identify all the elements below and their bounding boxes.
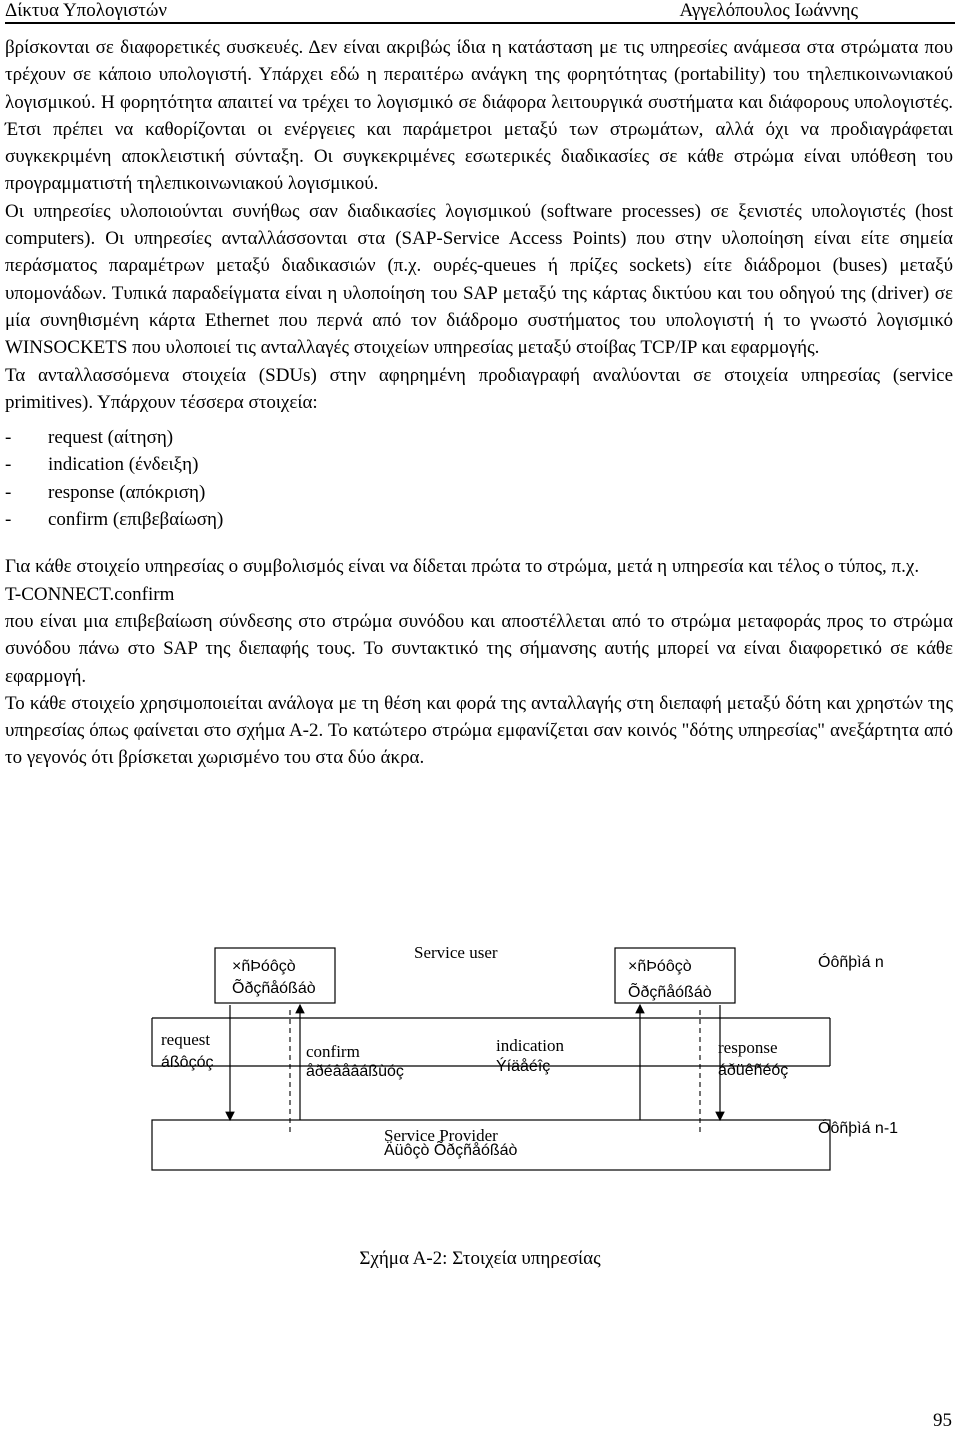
service-provider-label: Service Provider [384, 1126, 498, 1145]
paragraph: Για κάθε στοιχείο υπηρεσίας ο συμβολισμός είναι να δίδεται πρώτα το στρώμα, μετά η υπηρεσία και τέλος ο τύπος, π.χ. [5, 556, 920, 578]
list-dash: - [5, 427, 12, 449]
header-rule [5, 22, 955, 24]
paragraph: βρίσκονται σε διαφορετικές συσκευές. Δεν είναι ακριβώς ίδια η κατάσταση με τις υπηρεσίες ανάμεσα στα στρώματα που τρέχουν σε κάποιο υπολογιστή. Υπάρχει εδώ η περαιτέρω ανάγκη της φορητότητας (portability) του τηλεπικοινωνιακού λογισμικού. Η φορητότητα απαιτεί να τρέχει το λογισμικό σε διάφορα λειτουργικά συστήματα και διάφορους υπολογιστές. Έτσι πρέπει να καθορίζονται οι ενέργειες και παράμετροι μεταξύ των στρωμάτων, αλλά όχι να προδιαγράφεται συγκεκριμένη αποκλειστική σύνταξη. Οι συγκεκριμένες εσωτερικές διαδικασίες σε κάθε στρώμα είναι υπόθεση του προγραμματιστή τηλεπικοινωνιακού λογισμικού. [5, 37, 953, 195]
paragraph: Οι υπηρεσίες υλοποιούνται συνήθως σαν διαδικασίες λογισμικού (software processes) σε ξενιστές υπολογιστές (host computers). Οι υπηρεσίες ανταλλάσσονται στα (SAP-Service Access Points) που στην υλοποίηση είναι είτε σημεία περάσματος παραμέτρων μεταξύ διαδικασιών (π.χ. ουρές-queues ή πρίζες sockets) είτε διάδρομοι (buses) μεταξύ υπομονάδων. Τυπικά παραδείγματα είναι η υλοποίηση του SAP μεταξύ της κάρτας δικτύου και του οδηγού της (driver) σε μία συνηθισμένη κάρτα Ethernet που περνά από τον διάδρομο συστήματος του υπολογιστή ή το γνωστό λογισμικό WINSOCKETS που υλοποιεί τις ανταλλαγές στοιχείων υπηρεσίας μεταξύ στοίβας TCP/IP και εφαρμογής. [5, 200, 953, 359]
document-body [5, 34, 953, 772]
list-item-text: response (απόκριση) [48, 481, 206, 503]
page-header [0, 0, 960, 26]
service-provider-greek-label: Äüôçò Õðçñåóßáò [384, 1142, 518, 1159]
response-label: response [718, 1038, 778, 1057]
header-author: Αγγελόπουλος Ιωάννης [679, 0, 858, 21]
service-primitives-figure [0, 940, 960, 1190]
user-right-label-2: Õðçñåóßáò [628, 984, 712, 1001]
list-dash: - [5, 454, 12, 476]
layer-n1-label: Óôñþìá n-1 [818, 1120, 899, 1137]
list-item [5, 479, 953, 506]
list-item [5, 424, 953, 451]
user-right-label-1: ×ñÞóôçò [628, 958, 692, 975]
user-left-label-2: Õðçñåóßáò [232, 980, 316, 997]
confirm-label: confirm [306, 1042, 360, 1061]
list-item [5, 506, 953, 533]
code-example: T-CONNECT.confirm [5, 583, 175, 605]
primitives-list [5, 424, 953, 533]
list-item-text: request (αίτηση) [48, 427, 174, 449]
list-item [5, 451, 953, 478]
indication-label: indication [496, 1036, 564, 1055]
list-dash: - [5, 481, 12, 503]
layer-n-label: Óôñþìá n [818, 954, 884, 971]
request-label: request [161, 1030, 211, 1049]
response-greek-label: áðüêñéóç [718, 1062, 789, 1079]
indication-greek-label: Ýíäåéîç [496, 1058, 551, 1075]
paragraph: Τα ανταλλασσόμενα στοιχεία (SDUs) στην αφηρημένη προδιαγραφή αναλύονται σε στοιχεία υπηρεσίας (service primitives). Υπάρχουν τέσσερα στοιχεία: [5, 364, 953, 413]
page-number: 95 [933, 1410, 952, 1431]
list-item-text: confirm (επιβεβαίωση) [48, 509, 224, 531]
paragraph: Το κάθε στοιχείο χρησιμοποιείται ανάλογα με τη θέση και φορά της ανταλλαγής στη διεπαφή μεταξύ δότη και χρηστών της υπηρεσίας όπως φαίνεται στο σχήμα Α-2. Το κατώτερο στρώμα εμφανίζεται σαν κοινός "δότης υπηρεσίας" ανεξάρτητα από το γεγονός ότι βρίσκεται χωρισμένο του στα δύο άκρα. [5, 692, 953, 769]
request-greek-label: áßôçóç [161, 1054, 214, 1071]
figure-caption: Σχήμα Α-2: Στοιχεία υπηρεσίας [359, 1248, 601, 1269]
header-course-title: Δίκτυα Υπολογιστών [5, 0, 167, 21]
user-left-label-1: ×ñÞóôçò [232, 958, 296, 975]
confirm-greek-label: åðéâåâáßùóç [306, 1063, 404, 1080]
paragraph: που είναι μια επιβεβαίωση σύνδεσης στο στρώμα συνόδου και αποστέλλεται από το στρώμα μεταφοράς προς το στρώμα συνόδου πάνω στο SAP της διεπαφής τους. Το συντακτικό της σήμανσης αυτής μπορεί να είναι διαφορετικό σε κάθε εφαρμογή. [5, 610, 953, 687]
service-user-label: Service user [414, 943, 498, 962]
list-item-text: indication (ένδειξη) [48, 454, 199, 476]
list-dash: - [5, 509, 12, 531]
